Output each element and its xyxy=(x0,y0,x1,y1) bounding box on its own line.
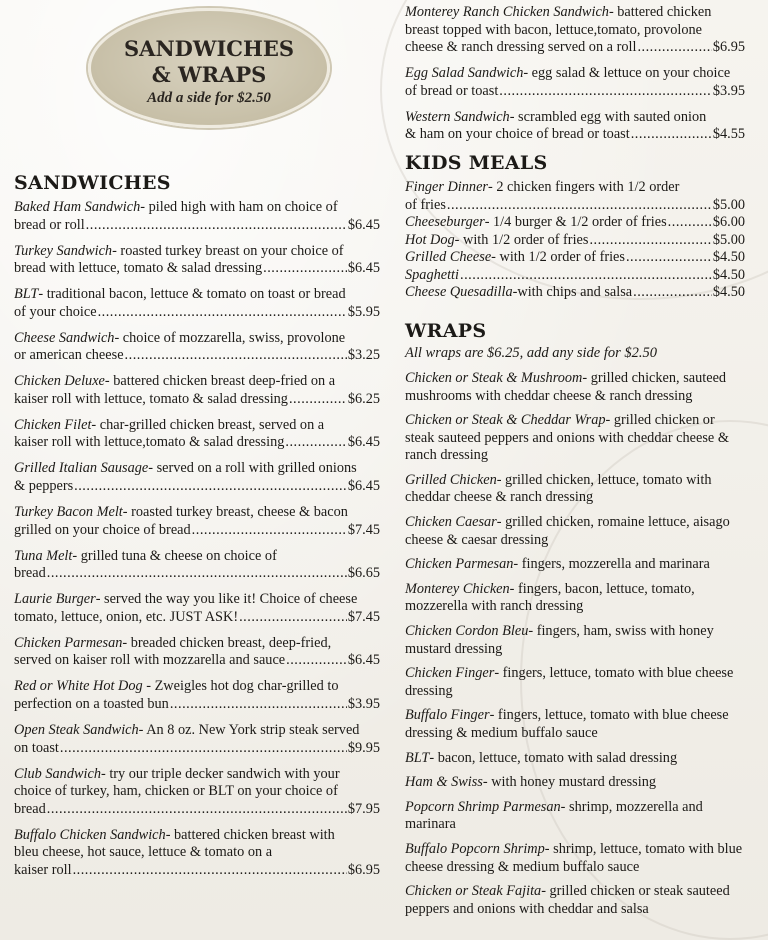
menu-item-tail: & ham on your choice of bread or toast xyxy=(405,126,630,143)
menu-item xyxy=(14,766,380,819)
dot-leader xyxy=(239,609,347,627)
menu-item-first-line xyxy=(14,243,380,261)
menu-item xyxy=(405,284,745,302)
menu-item-price-line xyxy=(14,565,380,583)
menu-item xyxy=(405,65,745,100)
menu-item-price-line xyxy=(14,522,380,540)
wrap-item xyxy=(405,799,745,834)
dot-leader xyxy=(447,197,712,215)
menu-item-description: - An 8 oz. New York strip steak served xyxy=(138,721,360,738)
menu-item xyxy=(14,286,380,321)
wrap-item-name: Chicken Caesar xyxy=(405,514,497,531)
menu-item-first-line xyxy=(405,214,745,232)
wrap-item xyxy=(405,750,745,768)
wrap-item-name: Chicken Parmesan xyxy=(405,556,514,573)
menu-item-tail: perfection on a toasted bun xyxy=(14,695,169,712)
menu-item-price: $3.95 xyxy=(712,82,745,99)
menu-item-price: $7.95 xyxy=(347,800,380,817)
menu-item-tail: - 1/4 burger & 1/2 order of fries xyxy=(484,214,667,231)
menu-item-first-line xyxy=(405,4,745,22)
wrap-item xyxy=(405,581,745,616)
dot-leader xyxy=(192,522,347,540)
menu-item-first-line xyxy=(405,109,745,127)
menu-item-price: $6.95 xyxy=(712,39,745,56)
menu-item-tail: - with 1/2 order of fries xyxy=(454,231,589,248)
menu-item-description: - battered chicken xyxy=(608,4,712,20)
menu-item-name: Laurie Burger xyxy=(14,591,96,608)
menu-item-price-line xyxy=(405,126,745,144)
wrap-item-name: Buffalo Finger xyxy=(405,707,490,724)
menu-item-description: - choice of mozzarella, swiss, provolone xyxy=(114,329,346,346)
wrap-item-name: Chicken Cordon Bleu xyxy=(405,623,529,640)
menu-item-name: Finger Dinner xyxy=(405,179,488,196)
menu-item xyxy=(14,460,380,495)
wrap-item-name: Chicken Finger xyxy=(405,665,495,682)
menu-item-price-line xyxy=(405,39,745,57)
menu-item-name: Cheese Sandwich xyxy=(14,329,115,346)
menu-item-tail: served on kaiser roll with mozzarella and sauce xyxy=(14,652,286,669)
menu-item-tail: tomato, lettuce, onion, etc. JUST ASK! xyxy=(14,608,239,625)
wrap-item-description: - bacon, lettuce, tomato with salad dressing xyxy=(429,749,678,766)
menu-item-name: Spaghetti xyxy=(405,266,460,283)
menu-item-description: - char-grilled chicken breast, served on a xyxy=(91,416,325,433)
dot-leader xyxy=(125,347,347,365)
menu-item-price-line xyxy=(14,478,380,496)
wrap-item xyxy=(405,665,745,700)
wrap-item-description: - fingers, mozzerella and marinara xyxy=(513,556,710,573)
wrap-item xyxy=(405,623,745,658)
menu-item-price: $5.95 xyxy=(347,303,380,320)
wrap-item-description: - fingers, bacon, lettuce, tomato, mozzerella with ranch dressing xyxy=(405,580,695,615)
wrap-item xyxy=(405,883,745,918)
menu-item-price: $5.00 xyxy=(712,231,745,248)
menu-item-description: - traditional bacon, lettuce & tomato on toast or bread xyxy=(38,286,346,303)
menu-item-price: $6.45 xyxy=(347,652,380,669)
menu-item xyxy=(14,548,380,583)
menu-item-description: - Zweigles hot dog char-grilled to xyxy=(142,678,339,695)
menu-item-price: $6.45 xyxy=(347,434,380,451)
wrap-item-description: - fingers, lettuce, tomato with blue cheese dressing xyxy=(405,665,734,699)
menu-item-description: - 2 chicken fingers with 1/2 order xyxy=(488,179,680,196)
menu-item-first-line xyxy=(14,678,380,696)
dot-leader xyxy=(499,83,712,101)
menu-item-name: BLT xyxy=(14,286,39,303)
menu-item-first-line xyxy=(14,199,380,217)
menu-item-name: Open Steak Sandwich xyxy=(14,721,139,738)
wrap-item xyxy=(405,514,745,549)
wrap-item-description: - grilled chicken, sauteed mushrooms with cheddar cheese & ranch dressing xyxy=(405,369,727,404)
menu-item-name: Cheese Quesadilla xyxy=(405,284,513,301)
dot-leader xyxy=(460,267,712,285)
dot-leader xyxy=(60,740,347,758)
menu-item-price-line xyxy=(14,260,380,278)
menu-item-first-line xyxy=(14,330,380,348)
header-title-line2: & WRAPS xyxy=(151,62,267,87)
menu-item-description: - try our triple decker sandwich with your xyxy=(100,765,340,782)
menu-item-first-line xyxy=(405,249,745,267)
wrap-item-description: - grilled chicken, romaine lettuce, aisago cheese & caesar dressing xyxy=(405,514,730,548)
menu-item-description: - grilled tuna & cheese on choice of xyxy=(72,547,277,564)
menu-item-tail: bread xyxy=(14,565,46,582)
menu-item xyxy=(14,330,380,365)
menu-item-description: - piled high with ham on choice of xyxy=(140,199,338,215)
menu-item-price-line xyxy=(14,434,380,452)
menu-item-name: Western Sandwich xyxy=(405,108,510,125)
wrap-item xyxy=(405,556,745,574)
dot-leader xyxy=(289,391,347,409)
menu-item-price: $6.45 xyxy=(347,478,380,495)
sandwich-list xyxy=(14,199,380,879)
menu-item-tail: kaiser roll with lettuce,tomato & salad dressing xyxy=(14,434,285,451)
menu-item xyxy=(14,417,380,452)
menu-item-name: Cheeseburger xyxy=(405,214,485,231)
wrap-item-name: BLT xyxy=(405,749,430,766)
wraps-list xyxy=(405,370,745,918)
menu-item-price: $4.55 xyxy=(712,126,745,143)
menu-item-price: $4.50 xyxy=(712,284,745,301)
menu-item-first-line xyxy=(14,417,380,435)
menu-item xyxy=(14,504,380,539)
wrap-item-description: - shrimp, lettuce, tomato with blue cheese dressing & medium buffalo sauce xyxy=(405,840,743,875)
dot-leader xyxy=(47,565,347,583)
menu-item-first-line xyxy=(14,766,380,784)
menu-item-price-line xyxy=(14,696,380,714)
menu-item-price-line xyxy=(14,652,380,670)
menu-item-tail: of your choice xyxy=(14,303,97,320)
dot-leader xyxy=(47,801,347,819)
menu-item xyxy=(14,373,380,408)
dot-leader xyxy=(74,478,347,496)
wrap-item-description: - fingers, ham, swiss with honey mustard dressing xyxy=(405,623,714,657)
menu-item-first-line xyxy=(14,827,380,845)
menu-item-price: $4.50 xyxy=(712,266,745,283)
menu-item-name: Monterey Ranch Chicken Sandwich xyxy=(405,4,609,20)
menu-item-name: Grilled Cheese xyxy=(405,249,492,266)
menu-item-price: $7.45 xyxy=(347,608,380,625)
wrap-item-description: - grilled chicken or steak sauteed peppers and onions with cheddar cheese & ranch dressing xyxy=(405,412,729,464)
menu-item-tail: bread or roll xyxy=(14,216,85,233)
menu-item-price: $5.00 xyxy=(712,196,745,213)
menu-item xyxy=(14,243,380,278)
menu-item xyxy=(14,722,380,757)
wrap-item-name: Chicken or Steak & Cheddar Wrap xyxy=(405,412,606,429)
dot-leader xyxy=(286,652,347,670)
menu-item-price: $6.00 xyxy=(712,214,745,231)
menu-item-first-line xyxy=(14,635,380,653)
menu-item-first-line xyxy=(14,722,380,740)
menu-item xyxy=(405,179,745,214)
menu-item-first-line xyxy=(14,591,380,609)
menu-item xyxy=(14,827,380,880)
menu-item-first-line xyxy=(14,504,380,522)
menu-item-first-line xyxy=(14,548,380,566)
wrap-item-description: - grilled chicken or steak sauteed peppers and onions with cheddar and salsa xyxy=(405,883,730,917)
menu-item xyxy=(14,678,380,713)
menu-item-description: - served on a roll with grilled onions xyxy=(148,460,357,477)
menu-item-first-line xyxy=(14,460,380,478)
menu-item-price-line xyxy=(405,83,745,101)
wrap-item xyxy=(405,472,745,507)
menu-item-tail: grilled on your choice of bread xyxy=(14,521,191,538)
menu-item-tail: bread xyxy=(14,800,46,817)
menu-item-tail: & peppers xyxy=(14,478,74,495)
menu-item-description: - roasted turkey breast, cheese & bacon xyxy=(122,504,348,521)
menu-item xyxy=(405,214,745,232)
menu-item-description: - battered chicken breast deep-fried on a xyxy=(104,373,336,390)
menu-item-name: Egg Salad Sandwich xyxy=(405,65,524,82)
menu-item-tail: bread with lettuce, tomato & salad dressing xyxy=(14,260,263,277)
menu-item-name: Tuna Melt xyxy=(14,547,73,564)
wrap-item-description: - grilled chicken, lettuce, tomato with cheddar cheese & ranch dressing xyxy=(405,471,712,506)
more-sandwiches-list xyxy=(405,4,745,144)
menu-item-description: - served the way you like it! Choice of cheese xyxy=(95,591,358,608)
menu-item-price-line xyxy=(14,304,380,322)
dot-leader xyxy=(631,126,712,144)
menu-item-price-line xyxy=(14,609,380,627)
menu-item-name: Chicken Deluxe xyxy=(14,373,105,390)
wrap-item-name: Popcorn Shrimp Parmesan xyxy=(405,798,561,815)
wrap-item xyxy=(405,412,745,465)
wraps-note: All wraps are $6.25, add any side for $2.50 xyxy=(405,344,658,361)
menu-item-description: - scrambled egg with sauted onion xyxy=(509,108,707,125)
menu-item-first-line xyxy=(405,179,745,197)
menu-item-price: $6.65 xyxy=(347,565,380,582)
menu-item-price: $4.50 xyxy=(712,249,745,266)
menu-item-name: Chicken Filet xyxy=(14,416,92,433)
menu-item-name: Club Sandwich xyxy=(14,765,101,782)
dot-leader xyxy=(633,284,712,302)
wrap-item-name: Buffalo Popcorn Shrimp xyxy=(405,840,545,857)
menu-item-description: - egg salad & lettuce on your choice xyxy=(523,65,731,82)
menu-item-price: $6.45 xyxy=(347,216,380,233)
menu-item-price: $3.25 xyxy=(347,347,380,364)
dot-leader xyxy=(170,696,347,714)
menu-item-tail: kaiser roll xyxy=(14,861,72,878)
header-subtitle: Add a side for $2.50 xyxy=(147,90,271,106)
menu-item-name: Grilled Italian Sausage xyxy=(14,460,149,477)
wrap-item xyxy=(405,707,745,742)
menu-item-description: - breaded chicken breast, deep-fried, xyxy=(122,634,332,651)
header-badge xyxy=(88,8,330,128)
wrap-item-description: - fingers, lettuce, tomato with blue cheese dressing & medium buffalo sauce xyxy=(405,707,729,742)
menu-item-first-line xyxy=(405,232,745,250)
menu-item-first-line xyxy=(405,284,745,302)
menu-item-name: Turkey Sandwich xyxy=(14,242,113,259)
dot-leader xyxy=(668,214,712,232)
menu-item xyxy=(405,249,745,267)
menu-item-first-line xyxy=(14,286,380,304)
wrap-item-name: Grilled Chicken xyxy=(405,471,497,488)
wrap-item xyxy=(405,370,745,405)
menu-item xyxy=(14,591,380,626)
menu-item-tail: - with 1/2 order of fries xyxy=(491,249,625,266)
wrap-item-name: Chicken or Steak Fajita xyxy=(405,883,542,900)
menu-item-price-line xyxy=(14,740,380,758)
menu-item xyxy=(14,199,380,234)
wrap-item xyxy=(405,774,745,792)
wrap-item-description: - with honey mustard dressing xyxy=(482,774,656,791)
menu-item xyxy=(14,635,380,670)
menu-item-name: Chicken Parmesan xyxy=(14,634,123,651)
menu-item-price: $6.25 xyxy=(347,390,380,407)
menu-item-tail: on toast xyxy=(14,739,59,756)
menu-item-price: $9.95 xyxy=(347,739,380,756)
wraps-title: WRAPS xyxy=(405,319,487,342)
menu-item xyxy=(405,4,745,57)
menu-item-description-cont: bleu cheese, hot sauce, lettuce & tomato on a xyxy=(14,844,273,861)
kids-meals-title: KIDS MEALS xyxy=(405,152,548,175)
menu-item-price-line xyxy=(14,347,380,365)
menu-item-first-line xyxy=(405,267,745,285)
wrap-item-name: Monterey Chicken xyxy=(405,580,510,597)
menu-item-tail: of fries xyxy=(405,196,446,213)
menu-item-name: Red or White Hot Dog xyxy=(14,678,143,695)
menu-item-price: $3.95 xyxy=(347,695,380,712)
menu-item-description: - battered chicken breast with xyxy=(165,826,335,843)
menu-item-name: Buffalo Chicken Sandwich xyxy=(14,826,166,843)
dot-leader xyxy=(73,862,347,880)
menu-item-tail: kaiser roll with lettuce, tomato & salad dressing xyxy=(14,390,288,407)
menu-item-price: $6.95 xyxy=(347,861,380,878)
menu-item-description-cont: choice of turkey, ham, chicken or BLT on your choice of xyxy=(14,783,338,800)
kids-meals-list xyxy=(405,179,745,302)
wrap-item-name: Chicken or Steak & Mushroom xyxy=(405,369,583,386)
dot-leader xyxy=(86,217,347,235)
menu-item-tail: of bread or toast xyxy=(405,82,499,99)
menu-item-name: Baked Ham Sandwich xyxy=(14,199,141,215)
menu-item-price-line xyxy=(14,862,380,880)
menu-item-price-line xyxy=(405,197,745,215)
menu-item-price: $7.45 xyxy=(347,521,380,538)
menu-item xyxy=(405,109,745,144)
dot-leader xyxy=(98,304,347,322)
dot-leader xyxy=(626,249,712,267)
right-column xyxy=(405,4,745,925)
menu-item-price-line xyxy=(14,801,380,819)
wrap-item-description: - shrimp, mozzerella and marinara xyxy=(405,798,703,833)
sandwiches-title: SANDWICHES xyxy=(14,172,171,194)
menu-item-first-line xyxy=(14,373,380,391)
menu-item-description-cont: breast topped with bacon, lettuce,tomato, provolone xyxy=(405,21,702,38)
dot-leader xyxy=(285,434,346,452)
dot-leader xyxy=(637,39,711,57)
menu-item-price-line xyxy=(14,391,380,409)
wrap-item-name: Ham & Swiss xyxy=(405,774,483,791)
menu-item xyxy=(405,267,745,285)
menu-item-tail: or american cheese xyxy=(14,347,124,364)
menu-item-tail: -with chips and salsa xyxy=(512,284,633,301)
dot-leader xyxy=(263,260,347,278)
menu-item-tail: cheese & ranch dressing served on a roll xyxy=(405,39,637,56)
sandwiches-column xyxy=(14,172,380,888)
menu-item-description: - roasted turkey breast on your choice of xyxy=(112,242,344,259)
menu-item-name: Turkey Bacon Melt xyxy=(14,504,123,521)
menu-item xyxy=(405,232,745,250)
header-title-line1: SANDWICHES xyxy=(124,36,294,61)
wrap-item xyxy=(405,841,745,876)
menu-item-price: $6.45 xyxy=(347,260,380,277)
menu-item-name: Hot Dog xyxy=(405,231,455,248)
menu-item-price-line xyxy=(14,217,380,235)
dot-leader xyxy=(589,232,711,250)
menu-item-first-line xyxy=(405,65,745,83)
